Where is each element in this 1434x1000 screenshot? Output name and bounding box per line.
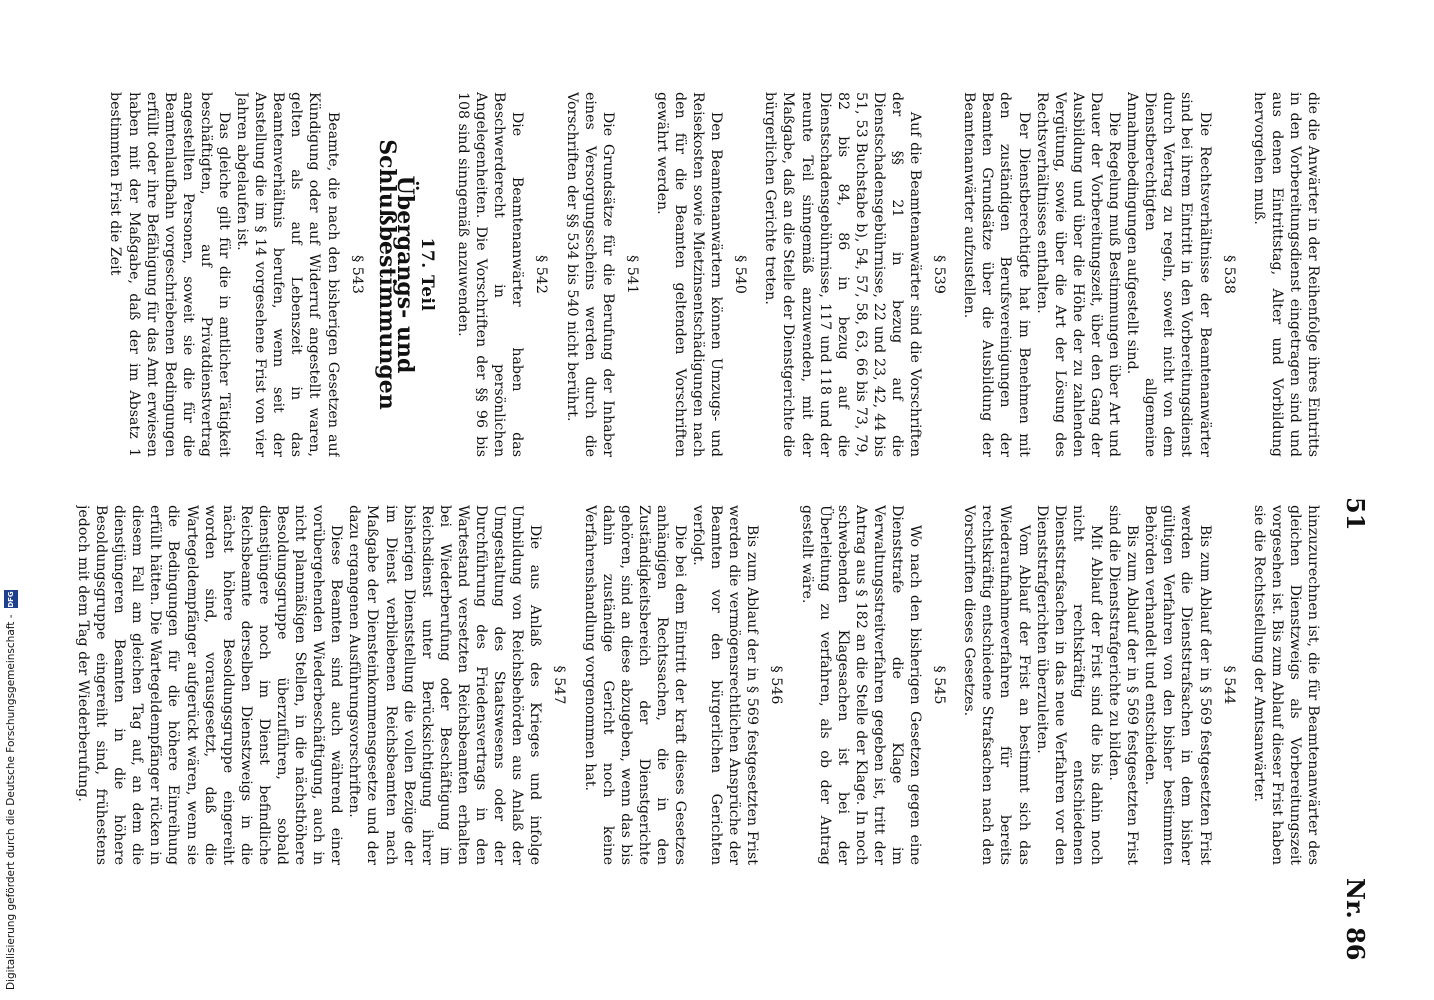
paragraph: Beamte, die nach den bisherigen Gesetzen auf Kündigung oder auf Widerruf angestellt waren, gelten als auf Lebenszeit in das Beamtenverhältnis berufen, wenn seit der Anstellung die im § 14 vorgesehene Frist von vier Jahren abgelaufen ist. (234, 92, 341, 457)
paragraph: die die Anwärter in der Reihenfolge ihres Eintritts in den Vorbereitungsdienst eingetragen sind und aus denen Eintrittstag, Alter und Vorbildung hervorgehen muß. (1250, 92, 1321, 457)
section-heading: § 543 (348, 255, 365, 294)
section-heading: § 539 (931, 255, 948, 294)
paragraph: Der Dienstberechtigte hat im Benehmen mit den zuständigen Berufsvereinigungen der Beamten Grundsätze über die Ausbildung der Beamtenanwärter aufzustellen. (961, 92, 1032, 457)
text-column-left (52, 505, 1322, 865)
paragraph: Bis zum Ablauf der in § 569 festgesetzten Frist sind die Dienststrafgerichte zu bilden. (1106, 505, 1141, 865)
paragraph: Den Beamtenanwärtern können Umzugs- und Reisekosten sowie Mietzinsentschädigungen nach den für die Beamten geltenden Vorschriften gewährt werden. (653, 92, 725, 457)
paragraph: Die aus Anlaß des Krieges und infolge Umbildung von Reichsbehörden aus Anlaß der Umgestaltung des Staatswesens oder der Durchführung des Friedensvertrags in den Wartestand versetzten Reichsbeamten erhalten bei Wiederberufung oder Beschäftigung im Reichsdienst unter Berücksichtigung ihrer bisherigen Dienststellung die vollen Bezüge der im Dienst verbliebenen Reichsbeamten nach Maßgabe der Diensteinkommensgesetze und der dazu ergangenen Ausführungsvorschriften. (346, 505, 544, 865)
page-number: 51 (1341, 497, 1370, 531)
paragraph: Die Beamtenanwärter haben das Beschwerderecht in persönlichen Angelegenheiten. Die Vorschriften der §§ 96 bis 108 sind sinngemäß anzuwenden. (455, 92, 526, 457)
footer-text (0, 10, 22, 1000)
section-heading: § 546 (768, 665, 785, 705)
section-heading: § 547 (551, 665, 568, 705)
paragraph: Vom Ablauf der Frist an bestimmt sich das Wiederaufnahmeverfahren für bereits rechtskräftig entschiedene Strafsachen nach den Vorschriften dieses Gesetzes. (961, 505, 1032, 865)
paragraph: Die bei dem Eintritt der kraft dieses Gesetzes anhängigen Rechtssachen, die in den Zuständigkeitsbereich der Dienstgerichte gehören, sind an diese abzugeben, wenn das bis dahin zuständige Gericht noch keine Verfahrenshandlung vorgenommen hat. (581, 505, 688, 865)
section-heading: § 544 (1220, 665, 1237, 705)
digitization-footer (0, 0, 22, 1000)
paragraph: Auf die Beamtenanwärter sind die Vorschriften der §§ 21 in bezug auf die Dienstschadensgebührnisse, 22 und 23, 42, 44 bis 51, 53 Buchstabe b), 54, 57, 58, 63, 66 bis 73, 79, 82 bis 84, 86 in bezug auf die Dienstschadensgebührnisse, 117 und 118 und der neunte Teil sinngemäß anzuwenden, mit der Maßgabe, daß an die Stelle der Dienstgerichte die bürgerlichen Gerichte treten. (762, 92, 924, 457)
page-header (1330, 0, 1370, 1000)
text-column-right (52, 92, 1322, 457)
paragraph: Bis zum Ablauf der in § 569 festgesetzten Frist werden die Dienststrafsachen in dem bisher gültigen Verfahren von den bisher bestimmten Behörden verhandelt und entschieden. (1142, 505, 1213, 865)
dfg-logo: DFG (4, 590, 18, 608)
paragraph: Bis zum Ablauf der in § 569 festgesetzten Frist werden die vermögensrechtlichen Ansprüche der Beamten vor den bürgerlichen Gerichten verfolgt. (690, 505, 761, 865)
section-heading: § 540 (732, 255, 749, 294)
paragraph: Diese Beamten sind auch während einer vorübergehenden Wiederbeschäftigung, auch in nicht planmäßigen Stellen, in die nächsthöhere Besoldungsgruppe überzuführen, sobald dienstjüngere noch im Dienst befindliche Reichsbeamte derselben Dienstzweigs in die nächst höhere Besoldungsgruppe eingereiht worden sind, vorausgesetzt, daß die Wartegeldempfänger aufgerückt wären, wenn sie die Bedingungen für die höhere Einreihung erfüllt hätten. Die Wartegeldempfänger rücken in diesem Fall am gleichen Tag auf, an dem die dienstjüngeren Beamten in die höhere Besoldungsgruppe eingereiht sind, frühestens jedoch mit dem Tag der Wiederberufung. (75, 505, 345, 865)
section-heading: § 541 (623, 255, 640, 294)
paragraph: hinzuzurechnen ist, die für Beamtenanwärter des gleichen Dienstzweigs als Vorbereitungszeit vorgesehen ist. Bis zum Ablauf dieser Frist haben sie die Rechtsstellung der Amtsanwärter. (1250, 505, 1321, 865)
paragraph: Das gleiche gilt für die in amtlicher Tätigkeit beschäftigten, auf Privatdienstvertrag angestellten Personen, soweit sie die für die Beamtenlaufbahn vorgeschriebenen Bedingungen erfüllt oder ihre Befähigung für das Amt erwiesen haben mit der Maßgabe, daß der im Absatz 1 bestimmten Frist die Zeit (107, 92, 233, 457)
part-title: 17. Teil (416, 237, 437, 312)
footer-label: Digitalisierung gefördert durch die Deutsche Forschungsgemeinschaft - (5, 614, 17, 990)
section-heading: § 542 (533, 255, 550, 294)
paragraph: Die Regelung muß Bestimmungen über Art und Dauer der Vorbereitungszeit, über den Gang der Ausbildung und über die Höhe der zu zahlenden Vergütung, sowie über die Art der Lösung des Rechtsverhältnisses enthalten. (1033, 92, 1123, 457)
part-subtitle: Übergangs- und Schlußbestimmungen (373, 139, 418, 410)
paragraph: Die Grundsätze für die Berufung der Inhaber eines Versorgungsscheins werden durch die Vorschriften der §§ 534 bis 540 nicht berührt. (563, 92, 616, 457)
section-heading: § 538 (1220, 255, 1237, 294)
issue-number: Nr. 86 (1341, 878, 1370, 961)
section-heading: § 545 (931, 665, 948, 705)
paragraph: Die Rechtsverhältnisse der Beamtenanwärter sind bei ihrem Eintritt in den Vorbereitungsdienst durch Vertrag zu regeln, soweit nicht von dem Dienstberechtigten allgemeine Annahmebedingungen aufgestellt sind. (1124, 92, 1213, 457)
paragraph: Mit Ablauf der Frist sind die bis dahin noch nicht rechtskräftig entschiedenen Dienststrafsachen in das neue Verfahren vor den Dienststrafgerichten überzuleiten. (1033, 505, 1104, 865)
paragraph: Wo nach den bisherigen Gesetzen gegen eine Dienststrafe die Klage im Verwaltungsstreitverfahren gegeben ist, tritt der Antrag aus § 182 an die Stelle der Klage. In noch schwebenden Klagesachen ist bei der Überleitung zu verfahren, als ob der Antrag gestellt wäre. (798, 505, 924, 865)
